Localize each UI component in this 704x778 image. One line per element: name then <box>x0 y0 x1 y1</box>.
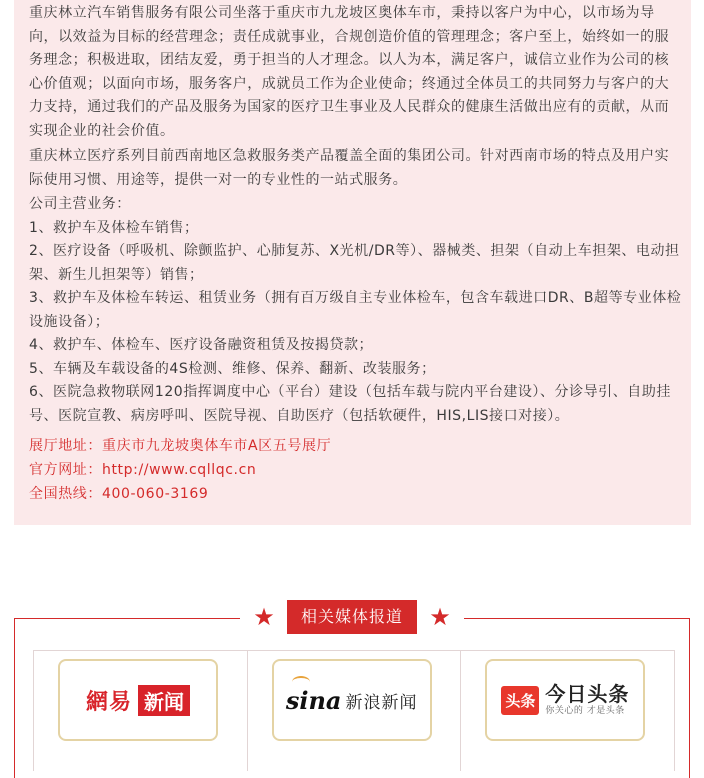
list-item: 1、救护车及体检车销售； <box>29 219 199 236</box>
national-hotline <box>29 482 683 506</box>
logo-mark: 網易 <box>85 688 132 715</box>
contact-info <box>29 434 683 506</box>
list-item: 6、医院急救物联网120指挥调度中心（平台）建设（包括车载与院内平台建设）、分诊导引、自助挂号、医院宣教、病房呼叫、医院导视、自助医疗（包括软硬件，HIS,LIS接口对接）。 <box>29 384 671 424</box>
media-section-title: 相关媒体报道 <box>287 600 417 634</box>
showroom-address <box>29 434 683 458</box>
list-item: 2、医疗设备（呼吸机、除颤监护、心肺复苏、X光机/DR等）、器械类、担架（自动上车担架、电动担架、新生儿担架等）销售； <box>29 243 680 283</box>
hotline-value[interactable]: 400-060-3169 <box>102 486 209 502</box>
sina-news-tile[interactable] <box>272 659 432 741</box>
logo-name: 新闻 <box>138 685 190 716</box>
company-intro-card <box>14 0 691 525</box>
hotline-label: 全国热线： <box>29 486 102 502</box>
list-item: 5、车辆及车载设备的4S检测、维修、保养、翻新、改装服务； <box>29 360 436 377</box>
business-heading: 公司主营业务： <box>29 196 131 212</box>
media-cell <box>34 651 248 771</box>
logo-mark: 头条 <box>501 686 539 715</box>
netease-news-tile[interactable] <box>58 659 218 741</box>
media-logos-row <box>33 650 675 771</box>
showroom-value: 重庆市九龙坡奥体车市A区五号展厅 <box>102 438 332 454</box>
toutiao-tile[interactable] <box>485 659 645 741</box>
logo-mark: sina <box>286 686 342 715</box>
official-website <box>29 458 683 482</box>
logo-slogan: 你关心的 才是头条 <box>545 706 625 716</box>
media-section-header <box>240 599 464 635</box>
star-icon: ★ <box>253 603 275 631</box>
toutiao-logo <box>501 684 629 716</box>
star-icon: ★ <box>429 603 451 631</box>
showroom-label: 展厅地址： <box>29 438 102 454</box>
list-item: 3、救护车及体检车转运、租赁业务（拥有百万级自主专业体检车，包含车载进口DR、B超等专业体检设施设备）； <box>29 290 682 330</box>
logo-name: 新浪新闻 <box>345 692 418 713</box>
intro-paragraph: 重庆林立汽车销售服务有限公司坐落于重庆市九龙坡区奥体车市，秉持以客户为中心，以市场为导向，以效益为目标的经营理念；责任成就事业，合规创造价值的管理理念；客户至上，始终如一的服务理念；积极进取，团结友爱，勇于担当的人才理念。以人为本，满足客户，诚信立业作为公司的核心价值观；以面向市场，服务客户，成就员工作为企业使命；终通过全体员工的共同努力与客户的大力支持，通过我们的产品及服务为国家的医疗卫生事业及人民群众的健康生活做出应有的贡献，从而实现企业的社会价值。 <box>29 5 670 139</box>
website-label: 官方网址： <box>29 462 102 478</box>
media-cell <box>248 651 462 771</box>
website-link[interactable]: http://www.cqllqc.cn <box>102 462 257 478</box>
list-item: 4、救护车、体检车、医疗设备融资租赁及按揭贷款； <box>29 337 374 353</box>
intro-paragraph: 重庆林立医疗系列目前西南地区急救服务类产品覆盖全面的集团公司。针对西南市场的特点及用户实际使用习惯、用途等，提供一对一的专业性的一站式服务。 <box>29 148 670 188</box>
logo-name: 今日头条 <box>545 682 630 706</box>
netease-news-logo <box>86 685 190 716</box>
business-list <box>29 193 683 428</box>
media-cell <box>461 651 675 771</box>
sina-news-logo <box>286 686 418 715</box>
sina-eye-icon <box>292 676 310 688</box>
